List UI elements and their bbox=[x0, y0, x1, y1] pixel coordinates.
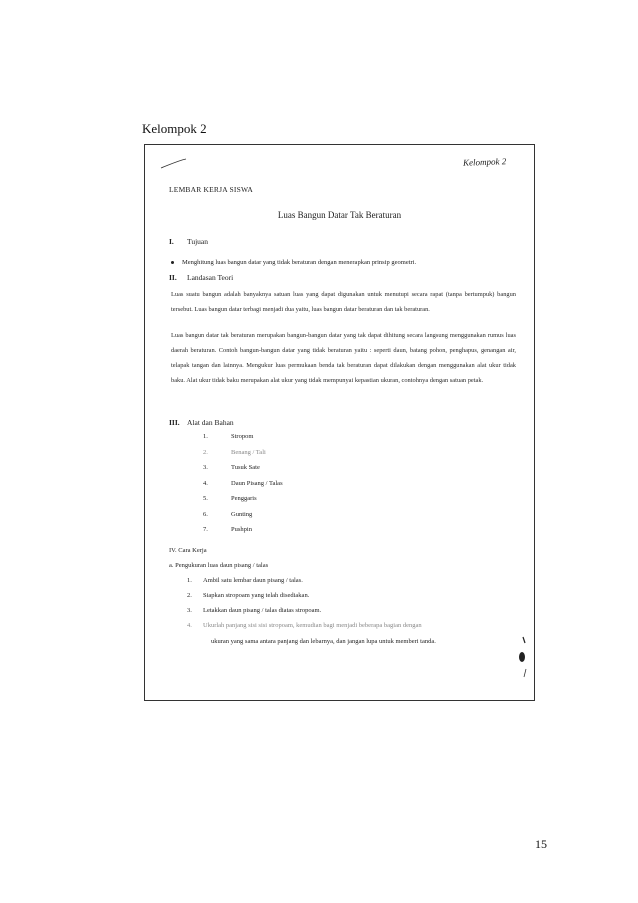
section-number: II. bbox=[169, 273, 177, 282]
section-cara-heading bbox=[169, 547, 207, 554]
list-item: 2. Benang / Tali bbox=[203, 448, 266, 456]
step4-continuation: ukuran yang sama antara panjang dan lebarnya, dan jangan lupa untuk memberi tanda. bbox=[211, 638, 436, 645]
list-item: 6. Gunting bbox=[203, 510, 253, 518]
list-item: 1. Ambil satu lembar daun pisang / talas. bbox=[187, 577, 303, 584]
cara-subheading: a. Pengukuran luas daun pisang / talas bbox=[169, 562, 269, 569]
list-item: 2. Siapkan stropoam yang telah disediakan. bbox=[187, 592, 310, 599]
bullet-icon bbox=[171, 261, 174, 264]
scanned-worksheet bbox=[144, 144, 535, 701]
main-title: Luas Bangun Datar Tak Beraturan bbox=[277, 210, 402, 220]
list-item: 7. Pushpin bbox=[203, 526, 252, 533]
worksheet-title: LEMBAR KERJA SISWA bbox=[169, 185, 254, 194]
bullet-text: Menghitung luas bangun datar yang tidak beraturan dengan menerapkan prinsip geometri. bbox=[182, 259, 417, 266]
section-number: III. bbox=[169, 418, 180, 427]
alat-list bbox=[203, 433, 283, 542]
list-item: 3. Tusuk Sate bbox=[203, 464, 260, 471]
group-label: Kelompok 2 bbox=[142, 121, 207, 136]
list-item: 3. Letakkan daun pisang / talas diatas stropoam. bbox=[187, 607, 322, 614]
page-number: 15 bbox=[535, 837, 547, 851]
section-title: Tujuan bbox=[187, 237, 208, 246]
section-landasan-heading bbox=[169, 273, 233, 282]
handwritten-note: Kelompok 2 bbox=[462, 156, 507, 168]
list-item: 4. Ukurlah panjang sisi sisi stropoam, kemudian bagi menjadi beberapa bagian dengan bbox=[187, 622, 422, 629]
section-alat-heading bbox=[169, 418, 234, 427]
landasan-paragraph-2: Luas bangun datar tak beraturan merupakan bangun-bangun datar yang tak dapat dihitung secara langsung menggunakan rumus luas daerah beraturan. Contoh bangun-bangun datar yang tidak beraturan yaitu : seperti daun, batang pohon, penghapus, genangan air, telapak tangan dan lainnya. Mengukur luas permukaan benda tak beraturan dapat dilakukan dengan menggunakan alat ukur tidak baku. Alat ukur tidak baku merupakan alat ukur yang tidak mempunyai kepastian ukuran, contohnya dengan satuan petak. bbox=[171, 332, 516, 384]
section-number: I. bbox=[169, 237, 174, 246]
landasan-paragraph-1: Luas suatu bangun adalah banyaknya satuan luas yang dapat digunakan untuk menutupi secara rapat (tanpa bertumpuk) bangun tersebut. Luas bangun datar terbagi menjadi dua yaitu, luas bangun datar beraturan dan tak beraturan. bbox=[171, 291, 516, 313]
ink-marks bbox=[517, 635, 531, 685]
section-number: IV. bbox=[169, 547, 177, 554]
pen-scribble-mark bbox=[159, 157, 189, 171]
tujuan-bullet bbox=[171, 259, 511, 266]
list-item: 5. Penggaris bbox=[203, 495, 257, 502]
list-item: 4. Daun Pisang / Talas bbox=[203, 479, 283, 487]
section-tujuan-heading bbox=[169, 237, 208, 246]
section-title: Cara Kerja bbox=[178, 547, 207, 554]
section-title: Alat dan Bahan bbox=[187, 418, 234, 427]
cara-steps bbox=[187, 577, 512, 637]
section-title: Landasan Teori bbox=[187, 273, 234, 282]
list-item: 1. Stropom bbox=[203, 433, 254, 440]
